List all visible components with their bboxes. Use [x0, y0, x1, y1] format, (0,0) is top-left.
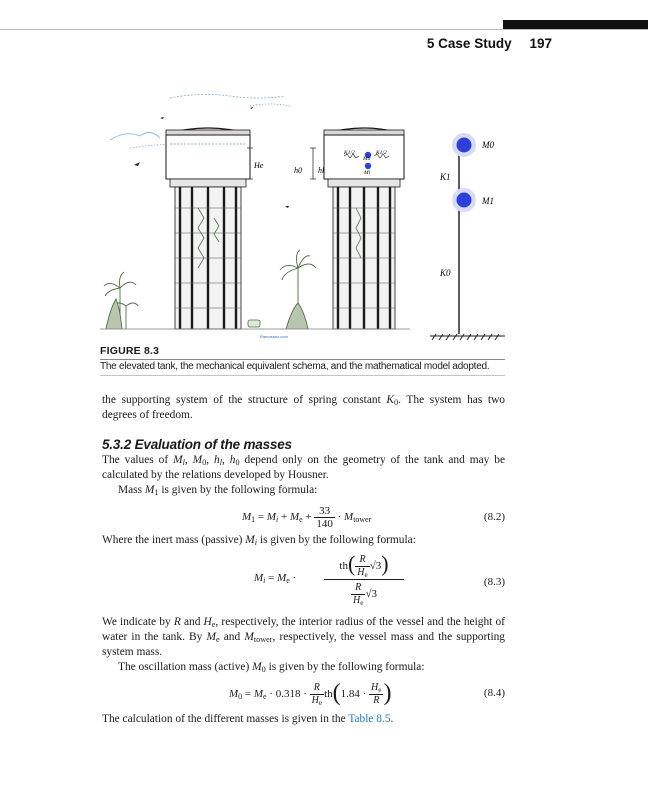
label-hl: hl — [318, 166, 325, 175]
symbol-sub: e — [263, 691, 267, 701]
symbol-M: M — [242, 511, 252, 524]
symbol-sub: l — [219, 458, 222, 468]
coefficient: 0.318 — [275, 688, 301, 700]
numerator: 33 — [314, 505, 335, 518]
text-run: the supporting system of the structure of spring constant — [102, 394, 387, 406]
symbol-M: M — [144, 484, 155, 496]
equation-number: (8.4) — [483, 687, 505, 699]
text-run: We indicate by — [102, 616, 174, 628]
mass-Ml-inner — [365, 163, 371, 169]
label-M1: M1 — [482, 196, 494, 206]
symbol-M: M — [254, 572, 264, 584]
symbol-sub: i — [276, 515, 279, 524]
operator: + — [302, 511, 315, 524]
label-K1: K1 — [440, 172, 451, 182]
denominator: 140 — [316, 518, 333, 530]
symbol-M: M — [253, 688, 264, 700]
operator: = — [242, 688, 254, 700]
symbol-sub: e — [378, 685, 382, 694]
paren-left: ( — [332, 680, 341, 706]
big-fraction — [324, 550, 404, 607]
symbol-R: R — [355, 554, 369, 567]
symbol-sub: 0 — [238, 691, 243, 701]
tree-icon — [280, 250, 316, 329]
text-run: , — [184, 454, 193, 466]
paren-left: ( — [347, 551, 356, 576]
symbol-M: M — [206, 631, 216, 643]
symbol-h: h — [229, 454, 236, 466]
symbol-sub: tower — [253, 635, 273, 645]
paragraph-4 — [102, 533, 505, 548]
text-run: and — [219, 631, 245, 643]
text-run: depend only on the geometry of the tank and may be calculated by the relations developed by Housner. — [102, 454, 506, 481]
fraction — [369, 682, 383, 707]
symbol-sub: i — [263, 575, 266, 585]
symbol-sub: 0 — [202, 458, 207, 468]
figure-caption: The elevated tank, the mechanical equivalent schema, and the mathematical model adopted. — [100, 361, 490, 372]
label-He: He — [254, 161, 264, 170]
sqrt-3: √3 — [365, 588, 377, 601]
coefficient: 1.84 — [340, 688, 360, 700]
symbol-R: R — [351, 582, 365, 595]
symbol-K: K — [386, 394, 395, 406]
paragraph-6 — [102, 660, 505, 675]
paragraph-3 — [102, 483, 505, 498]
operator: = — [265, 572, 278, 584]
running-head — [427, 36, 552, 51]
symbol-sub: 0 — [394, 398, 399, 408]
symbol-M: M — [266, 511, 277, 524]
text-run: . The system has two degrees of freedom. — [102, 394, 506, 421]
function-th: th — [339, 560, 348, 572]
symbol-sub: 0 — [235, 458, 240, 468]
fraction — [314, 505, 335, 530]
text-run: The oscillation mass (active) — [118, 661, 253, 673]
fraction — [351, 582, 365, 607]
label-K0: K0 — [440, 268, 451, 278]
table-link[interactable]: Table 8.5 — [348, 713, 391, 725]
symbol-M: M — [344, 511, 354, 524]
text-run: is given by the following formula: — [257, 534, 416, 546]
symbol-h: h — [214, 454, 220, 466]
figure-rule-bottom — [100, 375, 505, 376]
text-run: is given by the following formula: — [158, 484, 318, 496]
label-h0: h0 — [294, 166, 302, 175]
text-run: , — [222, 454, 230, 466]
text-run: Mass — [118, 484, 145, 496]
symbol-sub: e — [318, 698, 323, 707]
symbol-M: M — [245, 534, 255, 546]
image-credit: Ramosanz.com — [260, 334, 288, 339]
symbol-M: M — [277, 572, 287, 584]
text-run: , — [206, 454, 215, 466]
water-tower-left — [166, 128, 250, 329]
symbol-sub: e — [360, 598, 364, 607]
symbol-M: M — [252, 661, 262, 673]
paragraph-2 — [102, 453, 505, 483]
symbol-M: M — [289, 511, 300, 524]
symbol-sub: tower — [353, 515, 372, 524]
fraction — [310, 682, 324, 707]
symbol-sub: 1 — [154, 488, 159, 498]
figure-rule — [100, 359, 505, 360]
car-icon — [248, 320, 260, 327]
text-run: Where the inert mass (passive) — [102, 534, 246, 546]
sqrt-3: √3 — [369, 560, 382, 572]
label-M0-inner: M0 — [363, 156, 371, 162]
symbol-sub: l — [182, 458, 185, 468]
equation-number: (8.3) — [483, 576, 505, 588]
text-run: and — [180, 616, 204, 628]
fraction — [355, 554, 369, 579]
equation-8-2 — [102, 503, 505, 529]
text-run: The values of — [102, 454, 174, 466]
tree-icon — [104, 272, 138, 329]
text-run: is given by the following formula: — [265, 661, 425, 673]
paren-right: ) — [381, 551, 389, 576]
label-M0: M0 — [482, 140, 494, 150]
operator: · — [359, 688, 370, 700]
paragraph-1 — [102, 393, 505, 423]
symbol-R: R — [373, 694, 380, 706]
symbol-sub: 1 — [251, 515, 256, 524]
mass-M1 — [452, 188, 476, 212]
operator: = — [255, 511, 267, 524]
symbol-sub: e — [364, 570, 368, 579]
page-number: 197 — [529, 36, 552, 51]
symbol-sub: 0 — [261, 665, 266, 675]
symbol-M: M — [244, 631, 254, 643]
dimension-h0 — [310, 148, 316, 179]
symbol-sub: e — [299, 515, 303, 524]
text-run: . — [390, 713, 394, 725]
symbol-sub: i — [254, 538, 258, 548]
symbol-M: M — [173, 454, 183, 466]
equation-number: (8.2) — [483, 511, 505, 523]
operator: + — [278, 511, 290, 524]
symbol-H: H — [203, 616, 212, 628]
paragraph-7 — [102, 712, 505, 727]
symbol-H: H — [357, 566, 365, 578]
symbol-sub: e — [286, 575, 290, 585]
symbol-R: R — [310, 682, 324, 695]
symbol-M: M — [192, 454, 203, 466]
operator: · — [289, 572, 297, 584]
text-run: The calculation of the different masses is given in the — [102, 713, 349, 725]
mass-M0 — [452, 133, 476, 157]
paragraph-5 — [102, 615, 505, 660]
text-run: , respectively, the vessel mass and the supporting system mass. — [102, 631, 505, 658]
label-K1-half-right: K1/2 — [376, 150, 387, 156]
text-run: , respectively, the interior radius of the vessel and the height of water in the tank. By — [102, 616, 505, 643]
operator: · — [334, 511, 345, 524]
label-Ml-inner: Ml — [364, 170, 371, 176]
operator: · — [266, 688, 276, 700]
chapter-title: 5 Case Study — [426, 36, 512, 51]
symbol-H: H — [371, 681, 379, 693]
label-K1-half-left: K1/2 — [344, 150, 355, 156]
symbol-sub: e — [215, 635, 220, 645]
header-rule — [0, 29, 648, 30]
equation-8-4 — [102, 677, 505, 709]
function-th: th — [324, 688, 333, 700]
figure-illustration — [100, 88, 505, 343]
symbol-R: R — [173, 616, 181, 628]
symbol-H: H — [311, 694, 319, 706]
symbol-sub: e — [211, 620, 216, 630]
paren-right: ) — [383, 680, 392, 706]
equation-8-3 — [102, 550, 505, 612]
symbol-H: H — [353, 595, 361, 606]
section-heading: 5.3.2 Evaluation of the masses — [102, 437, 292, 452]
symbol-M: M — [229, 688, 239, 700]
operator: · — [300, 688, 310, 700]
figure-label: FIGURE 8.3 — [100, 345, 160, 357]
